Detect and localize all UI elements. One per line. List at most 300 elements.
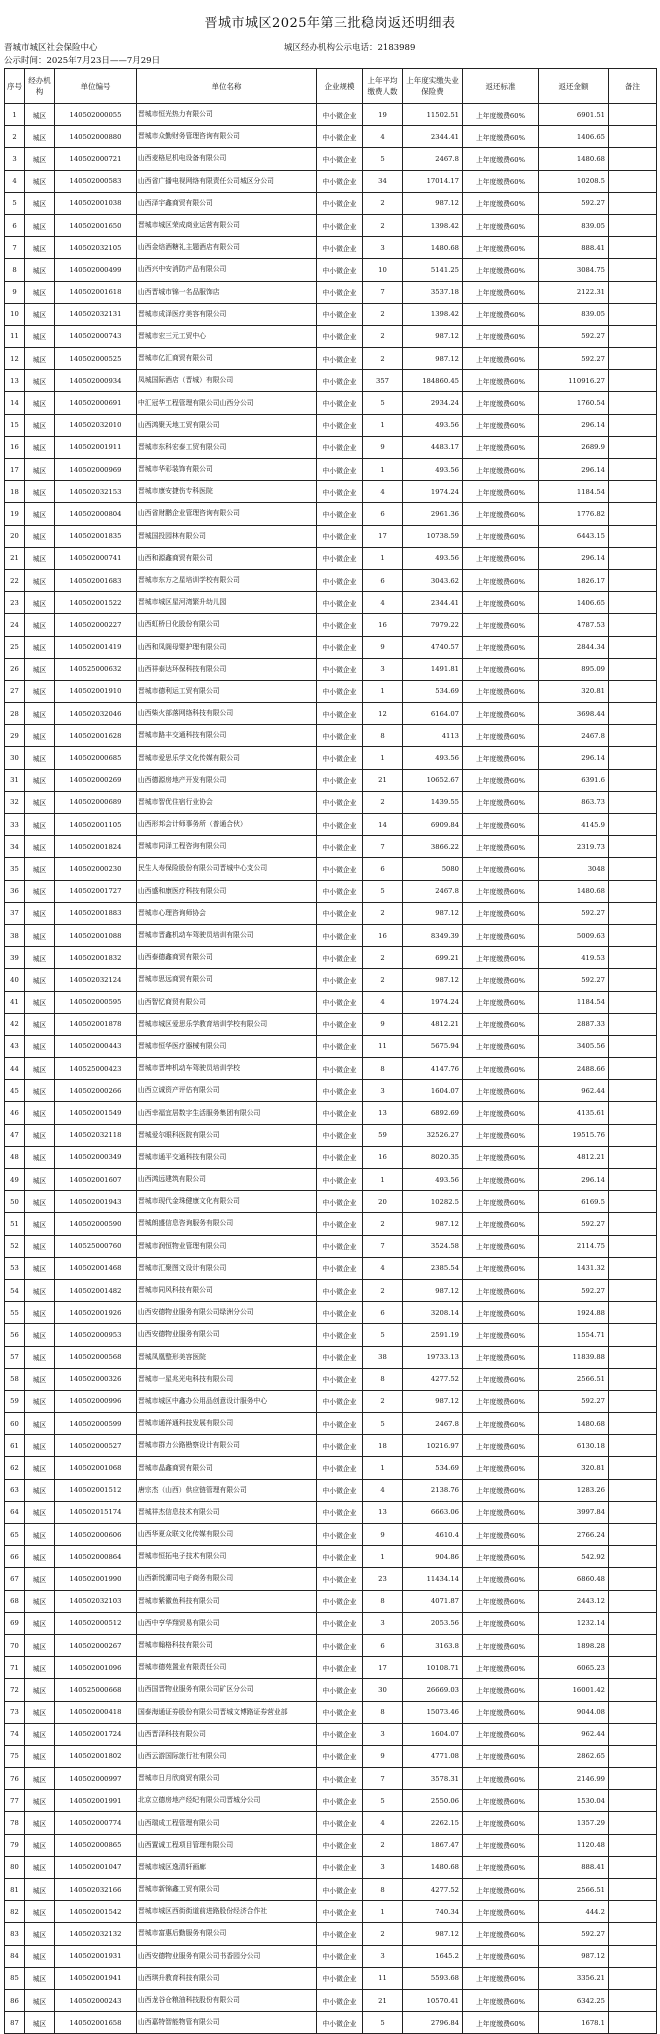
company-size-cell: 中小微企业 <box>317 1812 363 1834</box>
company-size-cell: 中小微企业 <box>317 769 363 791</box>
unit-name-cell: 山西麦格尼机电设备有限公司 <box>137 148 317 170</box>
paid-premium-cell: 2934.24 <box>403 392 463 414</box>
refund-amount-cell: 2689.9 <box>539 436 609 458</box>
row-index-cell: 57 <box>5 1346 25 1368</box>
unit-name-cell: 山西虹桥日化股份有限公司 <box>137 614 317 636</box>
table-row <box>5 592 657 614</box>
remark-cell <box>609 947 657 969</box>
company-size-cell: 中小微企业 <box>317 303 363 325</box>
paid-premium-cell: 987.12 <box>403 902 463 924</box>
table-row <box>5 569 657 591</box>
unit-name-cell: 山西中亨华翔贸易有限公司 <box>137 1612 317 1634</box>
table-row <box>5 259 657 281</box>
refund-amount-cell: 1554.71 <box>539 1324 609 1346</box>
refund-standard-cell: 上年度缴费60% <box>463 214 539 236</box>
paid-premium-cell: 4483.17 <box>403 436 463 458</box>
avg-insured-count-cell: 5 <box>363 392 403 414</box>
paid-premium-cell: 5080 <box>403 858 463 880</box>
avg-insured-count-cell: 3 <box>363 1856 403 1878</box>
unit-name-cell: 晋城市东科宏泰工贸有限公司 <box>137 436 317 458</box>
remark-cell <box>609 192 657 214</box>
avg-insured-count-cell: 16 <box>363 614 403 636</box>
table-row <box>5 459 657 481</box>
unit-code-cell: 140502001941 <box>55 1967 137 1989</box>
row-index-cell: 52 <box>5 1235 25 1257</box>
unit-code-cell: 140502000266 <box>55 1080 137 1102</box>
avg-insured-count-cell: 3 <box>363 237 403 259</box>
company-size-cell: 中小微企业 <box>317 1457 363 1479</box>
remark-cell <box>609 325 657 347</box>
remark-cell <box>609 1302 657 1324</box>
refund-standard-cell: 上年度缴费60% <box>463 503 539 525</box>
refund-amount-cell: 6901.51 <box>539 104 609 126</box>
refund-standard-cell: 上年度缴费60% <box>463 858 539 880</box>
unit-name-cell: 晋城凤凰整形美容医院 <box>137 1346 317 1368</box>
refund-standard-cell: 上年度缴费60% <box>463 459 539 481</box>
refund-standard-cell: 上年度缴费60% <box>463 969 539 991</box>
unit-code-cell: 140502001683 <box>55 569 137 591</box>
table-row <box>5 1612 657 1634</box>
unit-code-cell: 140502000243 <box>55 1989 137 2011</box>
unit-code-cell: 140502000267 <box>55 1634 137 1656</box>
table-row <box>5 703 657 725</box>
unit-code-cell: 140525000632 <box>55 658 137 680</box>
remark-cell <box>609 1191 657 1213</box>
refund-standard-cell: 上年度缴费60% <box>463 1324 539 1346</box>
unit-code-cell: 140502000525 <box>55 348 137 370</box>
paid-premium-cell: 493.56 <box>403 747 463 769</box>
unit-code-cell: 140502032131 <box>55 303 137 325</box>
avg-insured-count-cell: 3 <box>363 1612 403 1634</box>
office-cell: 城区 <box>25 348 55 370</box>
unit-name-cell: 晋城市通平交通科技有限公司 <box>137 1146 317 1168</box>
unit-name-cell: 山西和源鑫商贸有限公司 <box>137 547 317 569</box>
refund-amount-cell: 1898.28 <box>539 1634 609 1656</box>
unit-code-cell: 140502000934 <box>55 370 137 392</box>
office-cell: 城区 <box>25 237 55 259</box>
company-size-cell: 中小微企业 <box>317 1413 363 1435</box>
row-index-cell: 79 <box>5 1834 25 1856</box>
refund-standard-cell: 上年度缴费60% <box>463 1035 539 1057</box>
paid-premium-cell: 2467.8 <box>403 148 463 170</box>
refund-amount-cell: 6065.23 <box>539 1657 609 1679</box>
refund-amount-cell: 2319.73 <box>539 836 609 858</box>
remark-cell <box>609 104 657 126</box>
refund-standard-cell: 上年度缴费60% <box>463 1634 539 1656</box>
row-index-cell: 47 <box>5 1124 25 1146</box>
table-row <box>5 303 657 325</box>
avg-insured-count-cell: 38 <box>363 1346 403 1368</box>
unit-name-cell: 凤城国际酒店（晋城）有限公司 <box>137 370 317 392</box>
company-size-cell: 中小微企业 <box>317 1102 363 1124</box>
refund-standard-cell: 上年度缴费60% <box>463 1479 539 1501</box>
paid-premium-cell: 3163.8 <box>403 1634 463 1656</box>
remark-cell <box>609 636 657 658</box>
unit-code-cell: 140502000996 <box>55 1390 137 1412</box>
avg-insured-count-cell: 2 <box>363 969 403 991</box>
remark-cell <box>609 481 657 503</box>
paid-premium-cell: 10282.5 <box>403 1191 463 1213</box>
remark-cell <box>609 1279 657 1301</box>
refund-amount-cell: 1357.29 <box>539 1812 609 1834</box>
unit-name-cell: 晋城市日月欣商贸有限公司 <box>137 1768 317 1790</box>
remark-cell <box>609 170 657 192</box>
office-cell: 城区 <box>25 1035 55 1057</box>
col-header: 单位编号 <box>55 69 137 104</box>
office-cell: 城区 <box>25 370 55 392</box>
office-cell: 城区 <box>25 1901 55 1923</box>
table-row <box>5 1634 657 1656</box>
company-size-cell: 中小微企业 <box>317 392 363 414</box>
avg-insured-count-cell: 1 <box>363 747 403 769</box>
refund-standard-cell: 上年度缴费60% <box>463 1346 539 1368</box>
company-size-cell: 中小微企业 <box>317 1479 363 1501</box>
table-row <box>5 680 657 702</box>
paid-premium-cell: 987.12 <box>403 325 463 347</box>
avg-insured-count-cell: 5 <box>363 880 403 902</box>
unit-name-cell: 民生人寿保险股份有限公司晋城中心支公司 <box>137 858 317 880</box>
office-cell: 城区 <box>25 547 55 569</box>
refund-amount-cell: 5009.63 <box>539 924 609 946</box>
refund-amount-cell: 19515.76 <box>539 1124 609 1146</box>
avg-insured-count-cell: 21 <box>363 769 403 791</box>
row-index-cell: 12 <box>5 348 25 370</box>
remark-cell <box>609 1923 657 1945</box>
remark-cell <box>609 1834 657 1856</box>
unit-name-cell: 晋城市恒光热力有限公司 <box>137 104 317 126</box>
remark-cell <box>609 348 657 370</box>
company-size-cell: 中小微企业 <box>317 481 363 503</box>
paid-premium-cell: 2961.36 <box>403 503 463 525</box>
table-row <box>5 725 657 747</box>
paid-premium-cell: 3208.14 <box>403 1302 463 1324</box>
remark-cell <box>609 814 657 836</box>
office-cell: 城区 <box>25 392 55 414</box>
remark-cell <box>609 747 657 769</box>
paid-premium-cell: 2467.8 <box>403 1413 463 1435</box>
unit-name-cell: 晋城市德利运工贸有限公司 <box>137 680 317 702</box>
remark-cell <box>609 1989 657 2011</box>
avg-insured-count-cell: 4 <box>363 991 403 1013</box>
office-cell: 城区 <box>25 436 55 458</box>
unit-code-cell: 140502001878 <box>55 1013 137 1035</box>
office-cell: 城区 <box>25 170 55 192</box>
remark-cell <box>609 1590 657 1612</box>
row-index-cell: 23 <box>5 592 25 614</box>
avg-insured-count-cell: 16 <box>363 924 403 946</box>
unit-name-cell: 国泰海通证券股份有限公司晋城文博路证券营业部 <box>137 1701 317 1723</box>
paid-premium-cell: 10652.67 <box>403 769 463 791</box>
company-size-cell: 中小微企业 <box>317 1745 363 1767</box>
office-cell: 城区 <box>25 1457 55 1479</box>
remark-cell <box>609 1768 657 1790</box>
unit-name-cell: 山西龙谷仓粮油科技股份有限公司 <box>137 1989 317 2011</box>
refund-amount-cell: 592.27 <box>539 325 609 347</box>
company-size-cell: 中小微企业 <box>317 170 363 192</box>
unit-code-cell: 140502000595 <box>55 991 137 1013</box>
office-cell: 城区 <box>25 1479 55 1501</box>
row-index-cell: 33 <box>5 814 25 836</box>
paid-premium-cell: 10216.97 <box>403 1435 463 1457</box>
refund-amount-cell: 9044.08 <box>539 1701 609 1723</box>
unit-code-cell: 140502000743 <box>55 325 137 347</box>
col-header: 经办机构 <box>25 69 55 104</box>
row-index-cell: 22 <box>5 569 25 591</box>
company-size-cell: 中小微企业 <box>317 658 363 680</box>
table-row <box>5 1590 657 1612</box>
office-cell: 城区 <box>25 126 55 148</box>
refund-standard-cell: 上年度缴费60% <box>463 1524 539 1546</box>
remark-cell <box>609 414 657 436</box>
row-index-cell: 77 <box>5 1790 25 1812</box>
table-row <box>5 325 657 347</box>
row-index-cell: 39 <box>5 947 25 969</box>
avg-insured-count-cell: 59 <box>363 1124 403 1146</box>
office-cell: 城区 <box>25 1257 55 1279</box>
avg-insured-count-cell: 12 <box>363 703 403 725</box>
paid-premium-cell: 987.12 <box>403 192 463 214</box>
company-size-cell: 中小微企业 <box>317 192 363 214</box>
phone-info: 城区经办机构公示电话：2183989 <box>284 43 416 53</box>
avg-insured-count-cell: 6 <box>363 1634 403 1656</box>
unit-code-cell: 140502001088 <box>55 924 137 946</box>
row-index-cell: 66 <box>5 1546 25 1568</box>
unit-code-cell: 140502001628 <box>55 725 137 747</box>
remark-cell <box>609 1812 657 1834</box>
company-size-cell: 中小微企业 <box>317 747 363 769</box>
unit-code-cell: 140502000721 <box>55 148 137 170</box>
refund-amount-cell: 296.14 <box>539 747 609 769</box>
office-cell: 城区 <box>25 1213 55 1235</box>
unit-name-cell: 晋城祥杰信息技术有限公司 <box>137 1501 317 1523</box>
unit-code-cell: 140502000969 <box>55 459 137 481</box>
refund-standard-cell: 上年度缴费60% <box>463 703 539 725</box>
refund-standard-cell: 上年度缴费60% <box>463 1901 539 1923</box>
company-size-cell: 中小微企业 <box>317 703 363 725</box>
company-size-cell: 中小微企业 <box>317 902 363 924</box>
avg-insured-count-cell: 9 <box>363 436 403 458</box>
table-row <box>5 1324 657 1346</box>
company-size-cell: 中小微企业 <box>317 525 363 547</box>
paid-premium-cell: 10108.71 <box>403 1657 463 1679</box>
paid-premium-cell: 1867.47 <box>403 1834 463 1856</box>
office-cell: 城区 <box>25 459 55 481</box>
refund-amount-cell: 3084.75 <box>539 259 609 281</box>
refund-standard-cell: 上年度缴费60% <box>463 836 539 858</box>
refund-amount-cell: 839.05 <box>539 214 609 236</box>
office-cell: 城区 <box>25 525 55 547</box>
table-row <box>5 2012 657 2034</box>
row-index-cell: 19 <box>5 503 25 525</box>
unit-name-cell: 晋城市富惠后勤服务有限公司 <box>137 1923 317 1945</box>
row-index-cell: 21 <box>5 547 25 569</box>
company-size-cell: 中小微企业 <box>317 1524 363 1546</box>
remark-cell <box>609 392 657 414</box>
unit-name-cell: 晋城市晶鑫商贸有限公司 <box>137 1457 317 1479</box>
table-row <box>5 503 657 525</box>
avg-insured-count-cell: 2 <box>363 192 403 214</box>
paid-premium-cell: 987.12 <box>403 969 463 991</box>
refund-standard-cell: 上年度缴费60% <box>463 1235 539 1257</box>
row-index-cell: 80 <box>5 1856 25 1878</box>
row-index-cell: 36 <box>5 880 25 902</box>
office-cell: 城区 <box>25 1080 55 1102</box>
office-cell: 城区 <box>25 791 55 813</box>
table-row <box>5 1989 657 2011</box>
office-cell: 城区 <box>25 1856 55 1878</box>
office-cell: 城区 <box>25 769 55 791</box>
table-row <box>5 1435 657 1457</box>
refund-amount-cell: 592.27 <box>539 192 609 214</box>
paid-premium-cell: 10738.59 <box>403 525 463 547</box>
paid-premium-cell: 1480.68 <box>403 237 463 259</box>
paid-premium-cell: 6164.07 <box>403 703 463 725</box>
company-size-cell: 中小微企业 <box>317 1235 363 1257</box>
company-size-cell: 中小微企业 <box>317 1501 363 1523</box>
avg-insured-count-cell: 8 <box>363 1590 403 1612</box>
company-size-cell: 中小微企业 <box>317 1657 363 1679</box>
row-index-cell: 54 <box>5 1279 25 1301</box>
table-row <box>5 436 657 458</box>
company-size-cell: 中小微企业 <box>317 858 363 880</box>
row-index-cell: 75 <box>5 1745 25 1767</box>
refund-amount-cell: 592.27 <box>539 969 609 991</box>
refund-amount-cell: 3405.56 <box>539 1035 609 1057</box>
unit-code-cell: 140502000691 <box>55 392 137 414</box>
unit-code-cell: 140502000230 <box>55 858 137 880</box>
paid-premium-cell: 4610.4 <box>403 1524 463 1546</box>
table-row <box>5 969 657 991</box>
row-index-cell: 68 <box>5 1590 25 1612</box>
company-size-cell: 中小微企业 <box>317 547 363 569</box>
refund-standard-cell: 上年度缴费60% <box>463 880 539 902</box>
office-cell: 城区 <box>25 1768 55 1790</box>
paid-premium-cell: 26669.03 <box>403 1679 463 1701</box>
refund-amount-cell: 2766.24 <box>539 1524 609 1546</box>
unit-name-cell: 晋城市思远商贸有限公司 <box>137 969 317 991</box>
table-row <box>5 192 657 214</box>
avg-insured-count-cell: 4 <box>363 1812 403 1834</box>
unit-name-cell: 山西兴中安消防产品有限公司 <box>137 259 317 281</box>
refund-standard-cell: 上年度缴费60% <box>463 1834 539 1856</box>
avg-insured-count-cell: 8 <box>363 1058 403 1080</box>
refund-standard-cell: 上年度缴费60% <box>463 769 539 791</box>
row-index-cell: 59 <box>5 1390 25 1412</box>
remark-cell <box>609 1546 657 1568</box>
company-size-cell: 中小微企业 <box>317 325 363 347</box>
company-size-cell: 中小微企业 <box>317 414 363 436</box>
office-cell: 城区 <box>25 1058 55 1080</box>
company-size-cell: 中小微企业 <box>317 880 363 902</box>
row-index-cell: 4 <box>5 170 25 192</box>
refund-amount-cell: 6443.15 <box>539 525 609 547</box>
table-row <box>5 1279 657 1301</box>
table-row <box>5 1146 657 1168</box>
avg-insured-count-cell: 20 <box>363 1191 403 1213</box>
table-row <box>5 1879 657 1901</box>
table-row <box>5 1834 657 1856</box>
unit-code-cell: 140502032103 <box>55 1590 137 1612</box>
avg-insured-count-cell: 3 <box>363 1723 403 1745</box>
subtitle-row <box>4 32 656 54</box>
company-size-cell: 中小微企业 <box>317 1790 363 1812</box>
office-cell: 城区 <box>25 1013 55 1035</box>
refund-amount-cell: 1826.17 <box>539 569 609 591</box>
remark-cell <box>609 1501 657 1523</box>
remark-cell <box>609 1568 657 1590</box>
remark-cell <box>609 658 657 680</box>
office-cell: 城区 <box>25 1879 55 1901</box>
company-size-cell: 中小微企业 <box>317 636 363 658</box>
refund-amount-cell: 6860.48 <box>539 1568 609 1590</box>
office-cell: 城区 <box>25 592 55 614</box>
refund-standard-cell: 上年度缴费60% <box>463 1745 539 1767</box>
unit-code-cell: 140502001512 <box>55 1479 137 1501</box>
avg-insured-count-cell: 5 <box>363 2012 403 2034</box>
refund-standard-cell: 上年度缴费60% <box>463 658 539 680</box>
company-size-cell: 中小微企业 <box>317 1146 363 1168</box>
refund-standard-cell: 上年度缴费60% <box>463 1413 539 1435</box>
row-index-cell: 82 <box>5 1901 25 1923</box>
refund-standard-cell: 上年度缴费60% <box>463 1013 539 1035</box>
remark-cell <box>609 126 657 148</box>
paid-premium-cell: 4740.57 <box>403 636 463 658</box>
company-size-cell: 中小微企业 <box>317 1945 363 1967</box>
refund-amount-cell: 3356.21 <box>539 1967 609 1989</box>
refund-amount-cell: 1283.26 <box>539 1479 609 1501</box>
unit-name-cell: 晋城市晋鑫机动车驾驶员培训有限公司 <box>137 924 317 946</box>
refund-standard-cell: 上年度缴费60% <box>463 370 539 392</box>
table-row <box>5 991 657 1013</box>
remark-cell <box>609 969 657 991</box>
unit-name-cell: 晋城市德苑置业有限责任公司 <box>137 1657 317 1679</box>
refund-standard-cell: 上年度缴费60% <box>463 1058 539 1080</box>
table-row <box>5 1790 657 1812</box>
refund-standard-cell: 上年度缴费60% <box>463 481 539 503</box>
refund-amount-cell: 6130.18 <box>539 1435 609 1457</box>
office-cell: 城区 <box>25 1435 55 1457</box>
unit-code-cell: 140502032010 <box>55 414 137 436</box>
unit-name-cell: 晋城市恒拓电子技术有限公司 <box>137 1546 317 1568</box>
refund-standard-cell: 上年度缴费60% <box>463 814 539 836</box>
refund-amount-cell: 1480.68 <box>539 148 609 170</box>
unit-name-cell: 晋城市爱思乐学文化传媒有限公司 <box>137 747 317 769</box>
table-row <box>5 636 657 658</box>
table-row <box>5 836 657 858</box>
remark-cell <box>609 148 657 170</box>
remark-cell <box>609 1679 657 1701</box>
row-index-cell: 29 <box>5 725 25 747</box>
unit-code-cell: 140502001522 <box>55 592 137 614</box>
paid-premium-cell: 2467.8 <box>403 880 463 902</box>
row-index-cell: 27 <box>5 680 25 702</box>
col-header: 上年度实缴失业保险费 <box>403 69 463 104</box>
refund-amount-cell: 4812.21 <box>539 1146 609 1168</box>
unit-code-cell: 140502032166 <box>55 1879 137 1901</box>
remark-cell <box>609 680 657 702</box>
avg-insured-count-cell: 10 <box>363 259 403 281</box>
unit-name-cell: 山西华夏众联文化传媒有限公司 <box>137 1524 317 1546</box>
table-row <box>5 880 657 902</box>
table-row <box>5 214 657 236</box>
unit-name-cell: 山西立诚资产评估有限公司 <box>137 1080 317 1102</box>
avg-insured-count-cell: 2 <box>363 947 403 969</box>
paid-premium-cell: 2344.41 <box>403 126 463 148</box>
avg-insured-count-cell: 11 <box>363 1967 403 1989</box>
avg-insured-count-cell: 21 <box>363 1989 403 2011</box>
unit-name-cell: 山西柴火部落网络科技有限公司 <box>137 703 317 725</box>
office-cell: 城区 <box>25 703 55 725</box>
